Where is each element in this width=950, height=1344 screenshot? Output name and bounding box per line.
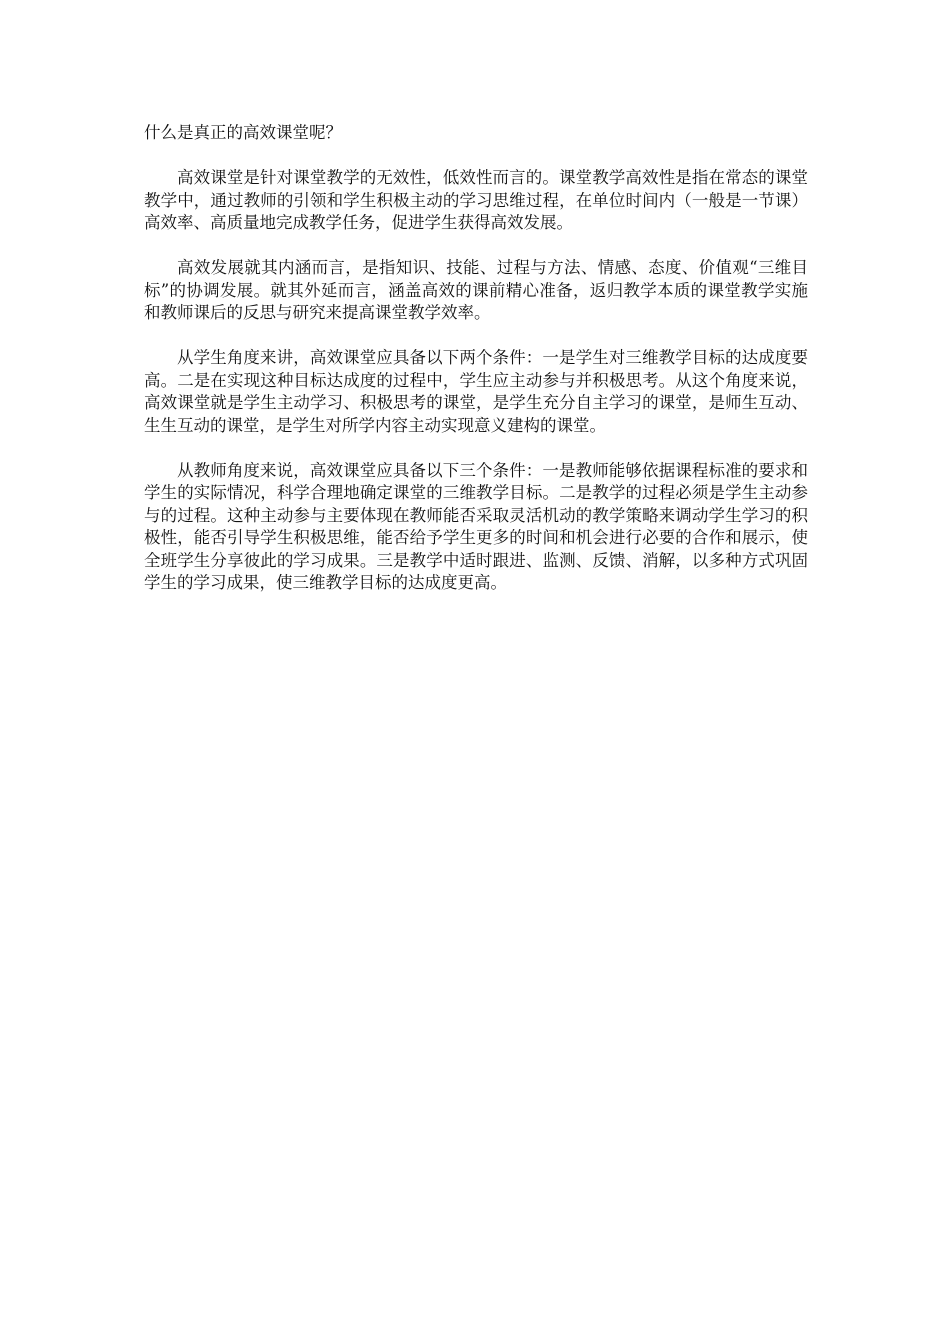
paragraph-student-perspective: 从学生角度来讲，高效课堂应具备以下两个条件：一是学生对三维教学目标的达成度要高。二是在实现这种目标达成度的过程中，学生应主动参与并积极思考。从这个角度来说，高效课堂就是学生主动学习、积极思考的课堂，是学生充分自主学习的课堂，是师生互动、生生互动的课堂，是学生对所学内容主动实现意义建构的课堂。 xyxy=(144,348,808,435)
document-page xyxy=(144,122,808,595)
paragraph-teacher-perspective: 从教师角度来说，高效课堂应具备以下三个条件：一是教师能够依据课程标准的要求和学生的实际情况，科学合理地确定课堂的三维教学目标。二是教学的过程必须是学生主动参与的过程。这种主动参与主要体现在教师能否采取灵活机动的教学策略来调动学生学习的积极性，能否引导学生积极思维，能否给予学生更多的时间和机会进行必要的合作和展示，使全班学生分享彼此的学习成果。三是教学中适时跟进、监测、反馈、消解，以多种方式巩固学生的学习成果，使三维教学目标的达成度更高。 xyxy=(144,460,808,592)
document-title: 什么是真正的高效课堂呢？ xyxy=(144,123,342,142)
paragraph-definition: 高效课堂是针对课堂教学的无效性，低效性而言的。课堂教学高效性是指在常态的课堂教学中，通过教师的引领和学生积极主动的学习思维过程，在单位时间内（一般是一节课）高效率、高质量地完成教学任务，促进学生获得高效发展。 xyxy=(144,168,808,232)
paragraph-development: 高效发展就其内涵而言，是指知识、技能、过程与方法、情感、态度、价值观“三维目标”的协调发展。就其外延而言，涵盖高效的课前精心准备，返归教学本质的课堂教学实施和教师课后的反思与研究来提高课堂教学效率。 xyxy=(144,258,808,322)
